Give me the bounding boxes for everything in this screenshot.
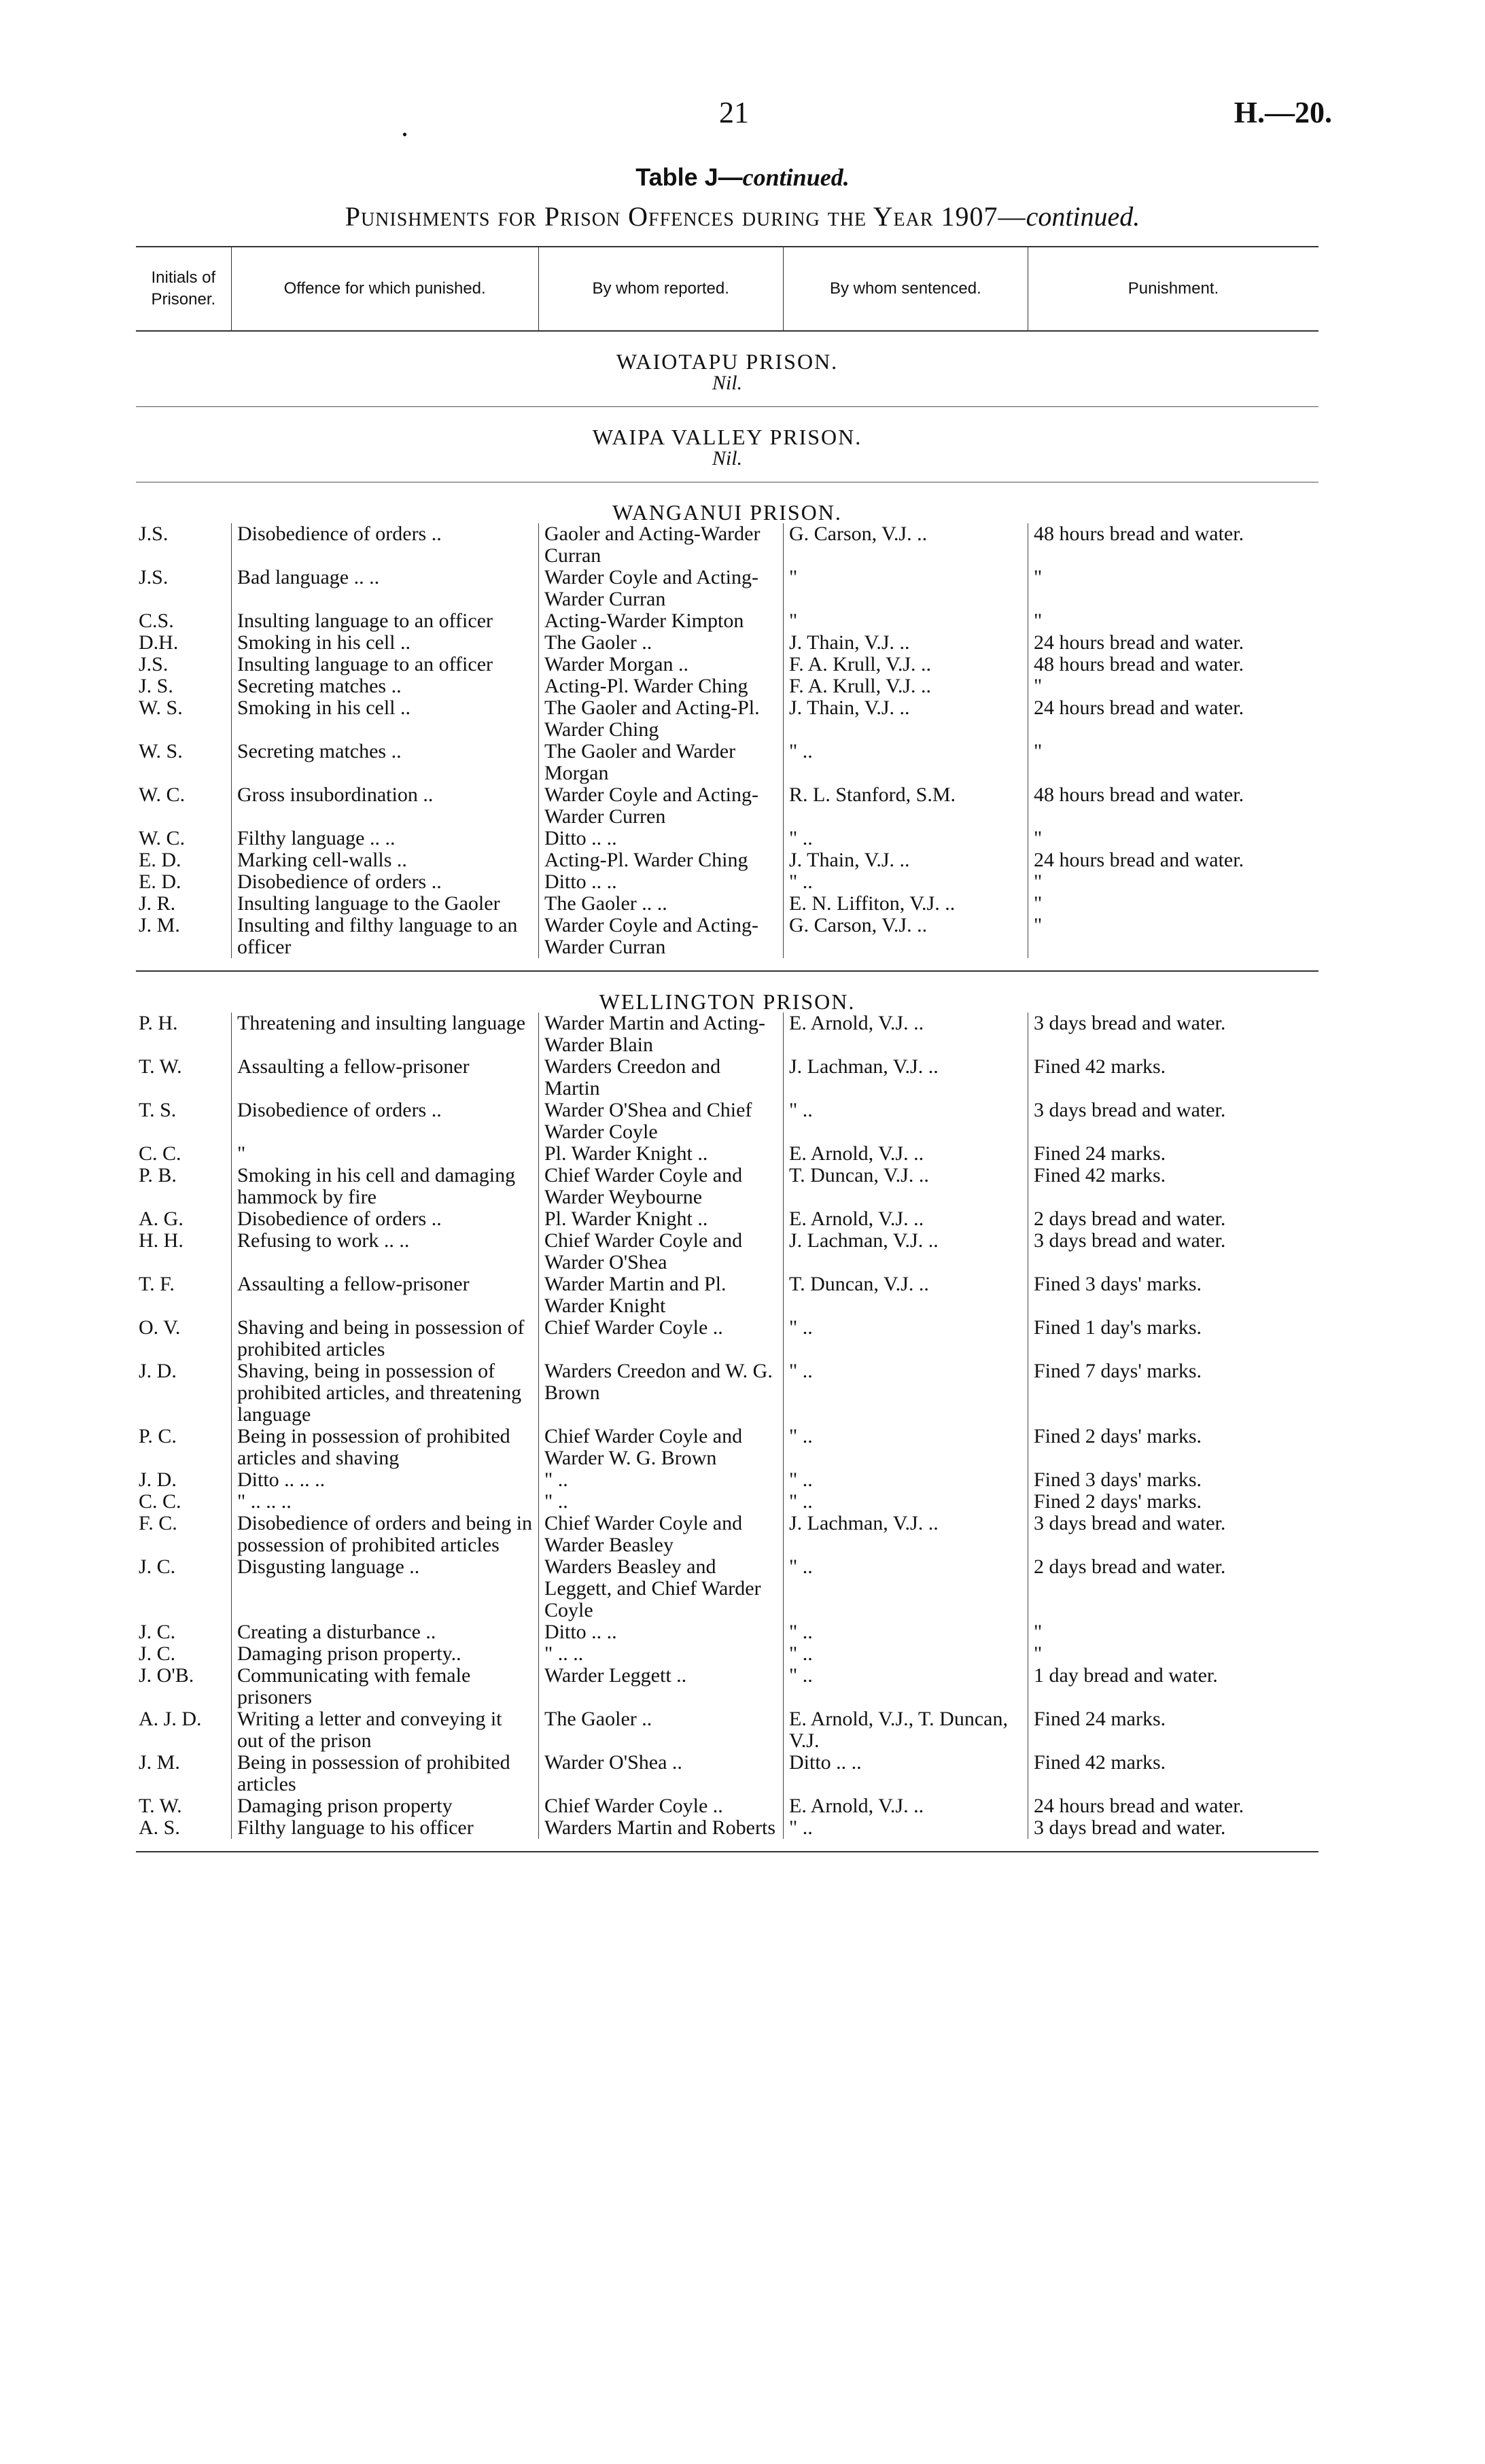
table-row [136, 1013, 1318, 1056]
table-row [136, 893, 1318, 915]
cell-initials: C.S. [139, 610, 174, 632]
col-sentenced: By whom sentenced. [784, 247, 1028, 330]
cell-sentenced: " .. [783, 871, 1028, 893]
cell-sentenced: E. N. Liffiton, V.J. .. [783, 893, 1028, 915]
cell-offence: Gross insubordination .. [231, 784, 538, 828]
cell-sentenced: E. Arnold, V.J. .. [783, 1143, 1028, 1165]
cell-offence: Threatening and insulting language [231, 1013, 538, 1056]
cell-sentenced: J. Lachman, V.J. .. [783, 1230, 1028, 1273]
cell-initials: C. C. [139, 1142, 181, 1165]
cell-offence: Assaulting a fellow-prisoner [231, 1273, 538, 1317]
cell-offence: Smoking in his cell and damaging hammock by fire [231, 1165, 538, 1208]
cell-reported: Chief Warder Coyle .. [538, 1795, 783, 1817]
cell-offence: Creating a disturbance .. [231, 1621, 538, 1643]
cell-offence: Writing a letter and conveying it out of the prison [231, 1708, 538, 1752]
cell-punishment: 3 days bread and water. [1028, 1230, 1318, 1273]
cell-sentenced: E. Arnold, V.J., T. Duncan, V.J. [783, 1708, 1028, 1752]
section-title: WANGANUI PRISON. [612, 500, 842, 525]
cell-reported: Pl. Warder Knight .. [538, 1208, 783, 1230]
cell-initials: A. J. D. [139, 1708, 202, 1730]
prison-section [136, 407, 1318, 482]
cell-initials: J. D. [139, 1468, 177, 1491]
table-row [136, 1795, 1318, 1817]
section-title: WELLINGTON PRISON. [599, 989, 856, 1014]
table-row [136, 567, 1318, 610]
cell-reported: The Gaoler and Acting-Pl. Warder Ching [538, 697, 783, 741]
cell-reported: Acting-Warder Kimpton [538, 610, 783, 632]
cell-reported: Warder Leggett .. [538, 1665, 783, 1708]
cell-offence: Assaulting a fellow-prisoner [231, 1056, 538, 1099]
cell-punishment: Fined 2 days' marks. [1028, 1426, 1318, 1469]
cell-sentenced: " .. [783, 1643, 1028, 1665]
cell-initials: A. S. [139, 1816, 180, 1839]
cell-sentenced: F. A. Krull, V.J. .. [783, 675, 1028, 697]
cell-punishment: " [1028, 567, 1318, 610]
cell-reported: Ditto .. .. [538, 1621, 783, 1643]
cell-initials: P. C. [139, 1425, 177, 1447]
cell-punishment: Fined 3 days' marks. [1028, 1469, 1318, 1491]
table-row [136, 1621, 1318, 1643]
subtitle-italic: continued. [1026, 201, 1140, 232]
cell-offence: Disobedience of orders .. [231, 523, 538, 567]
table-row [136, 1643, 1318, 1665]
cell-initials: T. S. [139, 1099, 177, 1121]
prison-section [136, 482, 1318, 972]
cell-sentenced: " .. [783, 1099, 1028, 1143]
header-dot: . [401, 109, 408, 143]
cell-punishment: Fined 42 marks. [1028, 1056, 1318, 1099]
table-title [0, 163, 1485, 192]
cell-initials: C. C. [139, 1490, 181, 1513]
cell-sentenced: J. Lachman, V.J. .. [783, 1513, 1028, 1556]
cell-reported: Warder Coyle and Acting-Warder Curran [538, 567, 783, 610]
cell-sentenced: J. Lachman, V.J. .. [783, 1056, 1028, 1099]
cell-sentenced: " .. [783, 828, 1028, 849]
table-row [136, 1317, 1318, 1360]
cell-initials: T. W. [139, 1795, 182, 1817]
table-row [136, 654, 1318, 675]
cell-offence: Damaging prison property [231, 1795, 538, 1817]
cell-offence: Insulting language to an officer [231, 610, 538, 632]
cell-sentenced: " .. [783, 1491, 1028, 1513]
cell-offence: Smoking in his cell .. [231, 697, 538, 741]
cell-reported: The Gaoler .. [538, 1708, 783, 1752]
cell-reported: Chief Warder Coyle and Warder O'Shea [538, 1230, 783, 1273]
cell-offence: Insulting and filthy language to an officer [231, 915, 538, 958]
prison-sections [136, 332, 1318, 1852]
cell-punishment: Fined 2 days' marks. [1028, 1491, 1318, 1513]
cell-initials: P. B. [139, 1164, 177, 1186]
table-row [136, 675, 1318, 697]
cell-reported: The Gaoler and Warder Morgan [538, 741, 783, 784]
section-title: WAIOTAPU PRISON. [616, 349, 839, 374]
cell-initials: J. M. [139, 914, 180, 936]
cell-reported: Warder O'Shea .. [538, 1752, 783, 1795]
cell-reported: Acting-Pl. Warder Ching [538, 675, 783, 697]
table-title-italic: continued. [742, 164, 850, 191]
table-row [136, 1208, 1318, 1230]
cell-initials: H. H. [139, 1229, 184, 1252]
prison-section [136, 332, 1318, 407]
cell-initials: J. O'B. [139, 1664, 194, 1687]
table-row [136, 849, 1318, 871]
cell-reported: Acting-Pl. Warder Ching [538, 849, 783, 871]
table-row [136, 523, 1318, 567]
cell-punishment: 3 days bread and water. [1028, 1817, 1318, 1839]
cell-offence: Smoking in his cell .. [231, 632, 538, 654]
cell-sentenced: T. Duncan, V.J. .. [783, 1273, 1028, 1317]
cell-punishment: Fined 1 day's marks. [1028, 1317, 1318, 1360]
cell-sentenced: " [783, 567, 1028, 610]
cell-punishment: Fined 3 days' marks. [1028, 1273, 1318, 1317]
cell-sentenced: J. Thain, V.J. .. [783, 697, 1028, 741]
table-row [136, 1556, 1318, 1621]
cell-reported: " .. .. [538, 1643, 783, 1665]
table-row [136, 1165, 1318, 1208]
page-header [136, 95, 1332, 143]
cell-sentenced: " .. [783, 1817, 1028, 1839]
cell-reported: Warder O'Shea and Chief Warder Coyle [538, 1099, 783, 1143]
table-row [136, 828, 1318, 849]
cell-initials: P. H. [139, 1012, 178, 1034]
cell-offence: Being in possession of prohibited articles [231, 1752, 538, 1795]
cell-offence: Disobedience of orders .. [231, 871, 538, 893]
cell-initials: J.S. [139, 566, 169, 588]
cell-reported: Warder Morgan .. [538, 654, 783, 675]
cell-offence: Secreting matches .. [231, 741, 538, 784]
table-row [136, 1752, 1318, 1795]
cell-offence: Shaving and being in possession of prohibited articles [231, 1317, 538, 1360]
cell-offence: Filthy language .. .. [231, 828, 538, 849]
cell-reported: Warder Martin and Pl. Warder Knight [538, 1273, 783, 1317]
cell-sentenced: " .. [783, 1469, 1028, 1491]
cell-reported: Chief Warder Coyle .. [538, 1317, 783, 1360]
cell-punishment: 2 days bread and water. [1028, 1556, 1318, 1621]
cell-reported: Chief Warder Coyle and Warder Weybourne [538, 1165, 783, 1208]
page-number: 21 [719, 96, 749, 129]
cell-initials: J.S. [139, 653, 169, 675]
cell-punishment: " [1028, 893, 1318, 915]
cell-reported: Gaoler and Acting-Warder Curran [538, 523, 783, 567]
cell-initials: E. D. [139, 870, 181, 893]
cell-punishment: " [1028, 741, 1318, 784]
cell-offence: Shaving, being in possession of prohibited articles, and threatening language [231, 1360, 538, 1426]
cell-sentenced: " .. [783, 741, 1028, 784]
cell-initials: W. S. [139, 740, 183, 762]
cell-initials: W. C. [139, 827, 186, 849]
table-row [136, 1469, 1318, 1491]
cell-offence: Marking cell-walls .. [231, 849, 538, 871]
cell-reported: " .. [538, 1491, 783, 1513]
cell-sentenced: E. Arnold, V.J. .. [783, 1795, 1028, 1817]
table-row [136, 871, 1318, 893]
cell-reported: The Gaoler .. .. [538, 893, 783, 915]
cell-offence: Disobedience of orders .. [231, 1208, 538, 1230]
col-reported: By whom reported. [539, 247, 784, 330]
cell-punishment: 24 hours bread and water. [1028, 849, 1318, 871]
cell-sentenced: J. Thain, V.J. .. [783, 849, 1028, 871]
cell-punishment: Fined 42 marks. [1028, 1752, 1318, 1795]
cell-punishment: " [1028, 1621, 1318, 1643]
cell-punishment: " [1028, 1643, 1318, 1665]
cell-punishment: 24 hours bread and water. [1028, 1795, 1318, 1817]
cell-reported: Warders Creedon and Martin [538, 1056, 783, 1099]
cell-offence: Refusing to work .. .. [231, 1230, 538, 1273]
cell-initials: T. W. [139, 1055, 182, 1078]
table-row [136, 1360, 1318, 1426]
cell-reported: Warders Martin and Roberts [538, 1817, 783, 1839]
cell-offence: Insulting language to the Gaoler [231, 893, 538, 915]
cell-offence: Bad language .. .. [231, 567, 538, 610]
cell-punishment: 24 hours bread and water. [1028, 697, 1318, 741]
cell-punishment: 3 days bread and water. [1028, 1099, 1318, 1143]
cell-punishment: 1 day bread and water. [1028, 1665, 1318, 1708]
table-row [136, 697, 1318, 741]
section-rows [136, 523, 1318, 972]
table-row [136, 1708, 1318, 1752]
cell-initials: J. C. [139, 1555, 176, 1578]
cell-punishment: " [1028, 675, 1318, 697]
table-row [136, 1513, 1318, 1556]
col-offence: Offence for which punished. [232, 247, 539, 330]
cell-initials: J. M. [139, 1751, 180, 1774]
table-row [136, 1273, 1318, 1317]
cell-offence: Filthy language to his officer [231, 1817, 538, 1839]
cell-sentenced: " .. [783, 1317, 1028, 1360]
cell-sentenced: " .. [783, 1621, 1028, 1643]
cell-offence: Secreting matches .. [231, 675, 538, 697]
cell-reported: Warders Beasley and Leggett, and Chief Warder Coyle [538, 1556, 783, 1621]
cell-punishment: " [1028, 610, 1318, 632]
cell-offence: Disgusting language .. [231, 1556, 538, 1621]
cell-offence: Being in possession of prohibited articles and shaving [231, 1426, 538, 1469]
column-header-row [136, 246, 1318, 332]
cell-reported: Warder Coyle and Acting-Warder Curren [538, 784, 783, 828]
cell-punishment: Fined 24 marks. [1028, 1708, 1318, 1752]
cell-offence: " [231, 1143, 538, 1165]
cell-sentenced: R. L. Stanford, S.M. [783, 784, 1028, 828]
cell-initials: J. R. [139, 892, 176, 915]
cell-punishment: 48 hours bread and water. [1028, 784, 1318, 828]
cell-sentenced: J. Thain, V.J. .. [783, 632, 1028, 654]
document-code: H.—20. [1234, 96, 1332, 129]
cell-initials: W. S. [139, 697, 183, 719]
cell-punishment: 48 hours bread and water. [1028, 523, 1318, 567]
section-title: WAIPA VALLEY PRISON. [592, 425, 862, 449]
section-nil: Nil. [136, 372, 1318, 407]
cell-sentenced: " .. [783, 1360, 1028, 1426]
cell-sentenced: " .. [783, 1426, 1028, 1469]
cell-initials: J.S. [139, 523, 169, 545]
cell-punishment: " [1028, 828, 1318, 849]
table-row [136, 1143, 1318, 1165]
table-row [136, 610, 1318, 632]
table-row [136, 1099, 1318, 1143]
cell-offence: Communicating with female prisoners [231, 1665, 538, 1708]
cell-reported: Warders Creedon and W. G. Brown [538, 1360, 783, 1426]
cell-initials: D.H. [139, 631, 179, 654]
cell-initials: J. C. [139, 1621, 176, 1643]
cell-reported: Warder Coyle and Acting-Warder Curran [538, 915, 783, 958]
section-rows [136, 1013, 1318, 1852]
cell-sentenced: " .. [783, 1556, 1028, 1621]
cell-reported: Chief Warder Coyle and Warder Beasley [538, 1513, 783, 1556]
cell-sentenced: G. Carson, V.J. .. [783, 915, 1028, 958]
cell-offence: " .. .. .. [231, 1491, 538, 1513]
section-nil: Nil. [136, 448, 1318, 482]
cell-punishment: 24 hours bread and water. [1028, 632, 1318, 654]
cell-initials: O. V. [139, 1316, 181, 1339]
table-row [136, 632, 1318, 654]
cell-offence: Disobedience of orders and being in possession of prohibited articles [231, 1513, 538, 1556]
cell-sentenced: " .. [783, 1665, 1028, 1708]
subtitle-text: Punishments for Prison Offences during the Year 1907— [345, 201, 1026, 232]
cell-sentenced: G. Carson, V.J. .. [783, 523, 1028, 567]
col-punishment: Punishment. [1128, 279, 1219, 298]
col-initials: Initials of Prisoner. [136, 247, 232, 330]
cell-punishment: Fined 42 marks. [1028, 1165, 1318, 1208]
cell-offence: Ditto .. .. .. [231, 1469, 538, 1491]
cell-punishment: 2 days bread and water. [1028, 1208, 1318, 1230]
cell-punishment: 3 days bread and water. [1028, 1513, 1318, 1556]
cell-punishment: Fined 7 days' marks. [1028, 1360, 1318, 1426]
cell-initials: J. D. [139, 1360, 177, 1382]
cell-punishment: 48 hours bread and water. [1028, 654, 1318, 675]
cell-initials: T. F. [139, 1273, 175, 1295]
cell-sentenced: Ditto .. .. [783, 1752, 1028, 1795]
table-title-main: Table J— [635, 163, 743, 191]
cell-sentenced: " [783, 610, 1028, 632]
punishments-table [136, 246, 1318, 1852]
table-row [136, 1817, 1318, 1839]
table-subtitle [0, 200, 1485, 232]
cell-reported: Ditto .. .. [538, 828, 783, 849]
cell-initials: F. C. [139, 1512, 177, 1534]
cell-initials: A. G. [139, 1208, 184, 1230]
cell-offence: Insulting language to an officer [231, 654, 538, 675]
cell-sentenced: T. Duncan, V.J. .. [783, 1165, 1028, 1208]
cell-reported: Ditto .. .. [538, 871, 783, 893]
cell-reported: Pl. Warder Knight .. [538, 1143, 783, 1165]
cell-initials: W. C. [139, 784, 186, 806]
table-row [136, 1665, 1318, 1708]
cell-punishment: " [1028, 915, 1318, 958]
cell-reported: The Gaoler .. [538, 632, 783, 654]
prison-section [136, 972, 1318, 1852]
cell-initials: J. C. [139, 1642, 176, 1665]
cell-punishment: " [1028, 871, 1318, 893]
cell-punishment: Fined 24 marks. [1028, 1143, 1318, 1165]
cell-punishment: 3 days bread and water. [1028, 1013, 1318, 1056]
table-row [136, 784, 1318, 828]
cell-sentenced: F. A. Krull, V.J. .. [783, 654, 1028, 675]
cell-reported: Chief Warder Coyle and Warder W. G. Brown [538, 1426, 783, 1469]
table-row [136, 1056, 1318, 1099]
cell-reported: " .. [538, 1469, 783, 1491]
table-row [136, 1491, 1318, 1513]
table-row [136, 741, 1318, 784]
cell-initials: E. D. [139, 849, 181, 871]
cell-reported: Warder Martin and Acting-Warder Blain [538, 1013, 783, 1056]
table-row [136, 1426, 1318, 1469]
cell-sentenced: E. Arnold, V.J. .. [783, 1208, 1028, 1230]
cell-offence: Disobedience of orders .. [231, 1099, 538, 1143]
cell-initials: J. S. [139, 675, 173, 697]
cell-sentenced: E. Arnold, V.J. .. [783, 1013, 1028, 1056]
table-row [136, 915, 1318, 958]
cell-offence: Damaging prison property.. [231, 1643, 538, 1665]
table-row [136, 1230, 1318, 1273]
